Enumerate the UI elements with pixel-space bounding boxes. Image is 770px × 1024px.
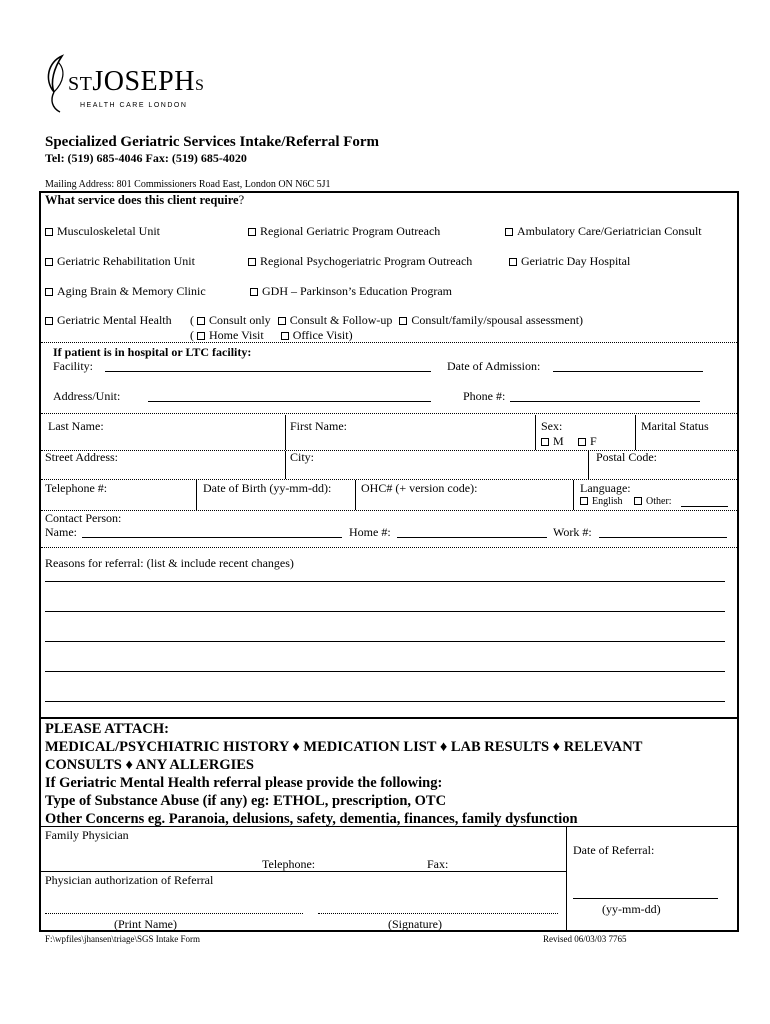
- checkbox-icon[interactable]: [45, 228, 53, 236]
- logo-st: ST: [68, 73, 93, 95]
- option-label: Consult/family/spousal assessment): [411, 313, 584, 327]
- option-label: Consult only: [209, 313, 271, 327]
- attach-line-4: If Geriatric Mental Health referral please provide the following:: [45, 775, 443, 791]
- checkbox-icon[interactable]: [399, 317, 407, 325]
- option-mental-health[interactable]: [45, 313, 172, 328]
- checkbox-icon[interactable]: [509, 258, 517, 266]
- option-gdh[interactable]: [250, 284, 452, 299]
- divider: [41, 413, 737, 414]
- hospital-phone-field[interactable]: [510, 401, 700, 402]
- grid-divider: [588, 451, 589, 479]
- logo-joseph: JOSEPH: [92, 66, 195, 97]
- form-title: Specialized Geriatric Services Intake/Referral Form: [45, 134, 380, 150]
- contact-work-label: Work #:: [553, 525, 592, 539]
- dob-label: Date of Birth (yy-mm-dd):: [203, 481, 332, 495]
- checkbox-icon[interactable]: [45, 288, 53, 296]
- services-question-mark: ?: [238, 193, 245, 207]
- option-label: M: [553, 434, 564, 448]
- option-label: Other:: [646, 496, 672, 507]
- option-musculoskeletal[interactable]: [45, 224, 160, 239]
- checkbox-icon[interactable]: [248, 258, 256, 266]
- address-unit-field[interactable]: [148, 401, 431, 402]
- sex-label: Sex:: [541, 419, 563, 433]
- facility-label: Facility:: [53, 359, 93, 373]
- revision-note: Revised 06/03/03 7765: [543, 934, 627, 944]
- option-label: Ambulatory Care/Geriatrician Consult: [517, 224, 702, 238]
- checkbox-icon[interactable]: [281, 332, 289, 340]
- language-other-field[interactable]: [681, 506, 728, 507]
- print-name-field[interactable]: [45, 913, 303, 914]
- option-label: Office Visit): [292, 328, 353, 342]
- divider: [41, 510, 737, 511]
- option-consult-only[interactable]: [197, 313, 271, 327]
- visit-suboptions: [190, 328, 353, 343]
- logo-s: S: [194, 77, 205, 94]
- grid-divider: [285, 451, 286, 479]
- divider: [41, 826, 737, 827]
- print-name-label: (Print Name): [114, 917, 177, 931]
- checkbox-icon[interactable]: [248, 228, 256, 236]
- hospital-heading: If patient is in hospital or LTC facility:: [53, 345, 252, 359]
- divider: [41, 547, 737, 548]
- option-label: Geriatric Mental Health: [57, 313, 172, 327]
- physician-fax-label: Fax:: [427, 857, 449, 871]
- attach-line-5: Type of Substance Abuse (if any) eg: ETHOL, prescription, OTC: [45, 793, 447, 809]
- contact-person-label: Contact Person:: [45, 511, 122, 525]
- reason-line[interactable]: [45, 671, 725, 672]
- checkbox-icon[interactable]: [45, 317, 53, 325]
- signature-label: (Signature): [388, 917, 442, 931]
- option-day-hospital[interactable]: [509, 254, 630, 269]
- logo-subtitle: HEALTH CARE LONDON: [80, 102, 188, 109]
- contact-home-label: Home #:: [349, 525, 391, 539]
- open-paren: (: [190, 313, 194, 327]
- contact-name-field[interactable]: [82, 537, 342, 538]
- option-label: Consult & Follow-up: [289, 313, 393, 327]
- date-admission-label: Date of Admission:: [447, 359, 541, 373]
- mailing-address: Mailing Address: 801 Commissioners Road East, London ON N6C 5J1: [45, 179, 331, 190]
- phone-fax: Tel: (519) 685-4046 Fax: (519) 685-4020: [45, 151, 247, 165]
- option-home-visit[interactable]: [197, 328, 264, 342]
- attach-line-6: Other Concerns eg. Paranoia, delusions, safety, dementia, finances, family dysfunction: [45, 811, 578, 827]
- divider: [41, 342, 737, 343]
- attach-line-3: CONSULTS ♦ ANY ALLERGIES: [45, 757, 254, 773]
- checkbox-icon[interactable]: [45, 258, 53, 266]
- checkbox-icon[interactable]: [197, 332, 205, 340]
- option-label: Regional Geriatric Program Outreach: [260, 224, 441, 238]
- date-referral-label: Date of Referral:: [573, 843, 655, 857]
- divider: [41, 479, 737, 480]
- street-address-label: Street Address:: [45, 450, 118, 464]
- option-psychogeriatric[interactable]: [248, 254, 472, 269]
- marital-status-label: Marital Status: [641, 419, 709, 433]
- family-physician-label: Family Physician: [45, 828, 129, 842]
- checkbox-icon[interactable]: [505, 228, 513, 236]
- checkbox-icon[interactable]: [634, 497, 642, 505]
- option-consult-follow[interactable]: [278, 313, 393, 327]
- services-question-text: What service does this client require: [45, 193, 239, 207]
- reason-line[interactable]: [45, 611, 725, 612]
- reason-line[interactable]: [45, 641, 725, 642]
- reasons-label: Reasons for referral: (list & include recent changes): [45, 556, 294, 570]
- address-unit-label: Address/Unit:: [53, 389, 121, 403]
- last-name-label: Last Name:: [48, 419, 104, 433]
- attach-heading: PLEASE ATTACH:: [45, 721, 169, 737]
- sex-male[interactable]: [541, 434, 564, 449]
- checkbox-icon[interactable]: [578, 438, 586, 446]
- telephone-label: Telephone #:: [45, 481, 108, 495]
- grid-divider: [196, 480, 197, 510]
- grid-divider: [355, 480, 356, 510]
- option-ambulatory[interactable]: [505, 224, 702, 239]
- contact-home-field[interactable]: [397, 537, 547, 538]
- checkbox-icon[interactable]: [541, 438, 549, 446]
- logo: [40, 52, 210, 114]
- open-paren: (: [190, 328, 194, 342]
- divider: [41, 717, 737, 719]
- checkbox-icon[interactable]: [580, 497, 588, 505]
- grid-divider: [566, 827, 567, 930]
- file-path: F:\wpfiles\jhansen\triage\SGS Intake Form: [45, 934, 200, 944]
- option-label: Musculoskeletal Unit: [57, 224, 160, 238]
- option-consult-family[interactable]: [399, 313, 583, 327]
- date-referral-field[interactable]: [573, 898, 718, 899]
- language-english[interactable]: [580, 496, 623, 507]
- grid-divider: [535, 415, 536, 450]
- option-label: Geriatric Day Hospital: [521, 254, 631, 268]
- option-label: GDH – Parkinson’s Education Program: [262, 284, 452, 298]
- option-office-visit[interactable]: [281, 328, 353, 342]
- grid-divider: [573, 480, 574, 510]
- checkbox-icon[interactable]: [278, 317, 286, 325]
- option-label: Geriatric Rehabilitation Unit: [57, 254, 195, 268]
- signature-field[interactable]: [318, 913, 558, 914]
- option-aging-brain[interactable]: [45, 284, 206, 299]
- authorization-label: Physician authorization of Referral: [45, 873, 214, 887]
- divider: [41, 871, 566, 872]
- attach-line-2: MEDICAL/PSYCHIATRIC HISTORY ♦ MEDICATION LIST ♦ LAB RESULTS ♦ RELEVANT: [45, 739, 643, 755]
- checkbox-icon[interactable]: [250, 288, 258, 296]
- physician-telephone-label: Telephone:: [262, 857, 316, 871]
- date-admission-field[interactable]: [553, 371, 703, 372]
- first-name-label: First Name:: [290, 419, 347, 433]
- contact-name-label: Name:: [45, 525, 77, 539]
- option-label: Regional Psychogeriatric Program Outreach: [260, 254, 473, 268]
- checkbox-icon[interactable]: [197, 317, 205, 325]
- hospital-phone-label: Phone #:: [463, 389, 506, 403]
- services-question: [45, 193, 244, 208]
- mental-health-suboptions: [190, 313, 583, 328]
- sex-female[interactable]: [578, 434, 597, 449]
- date-format-label: (yy-mm-dd): [602, 902, 661, 916]
- reason-line[interactable]: [45, 701, 725, 702]
- language-label: Language:: [580, 481, 631, 495]
- language-other[interactable]: [634, 496, 672, 507]
- option-regional-outreach[interactable]: [248, 224, 440, 239]
- facility-field[interactable]: [105, 371, 431, 372]
- option-label: Aging Brain & Memory Clinic: [57, 284, 206, 298]
- option-rehab[interactable]: [45, 254, 195, 269]
- option-label: Home Visit: [209, 328, 264, 342]
- grid-divider: [285, 415, 286, 450]
- contact-work-field[interactable]: [599, 537, 727, 538]
- reason-line[interactable]: [45, 581, 725, 582]
- postal-code-label: Postal Code:: [596, 450, 658, 464]
- city-label: City:: [290, 450, 315, 464]
- ohc-label: OHC# (+ version code):: [361, 481, 478, 495]
- option-label: F: [590, 434, 597, 448]
- grid-divider: [635, 415, 636, 450]
- option-label: English: [592, 496, 623, 507]
